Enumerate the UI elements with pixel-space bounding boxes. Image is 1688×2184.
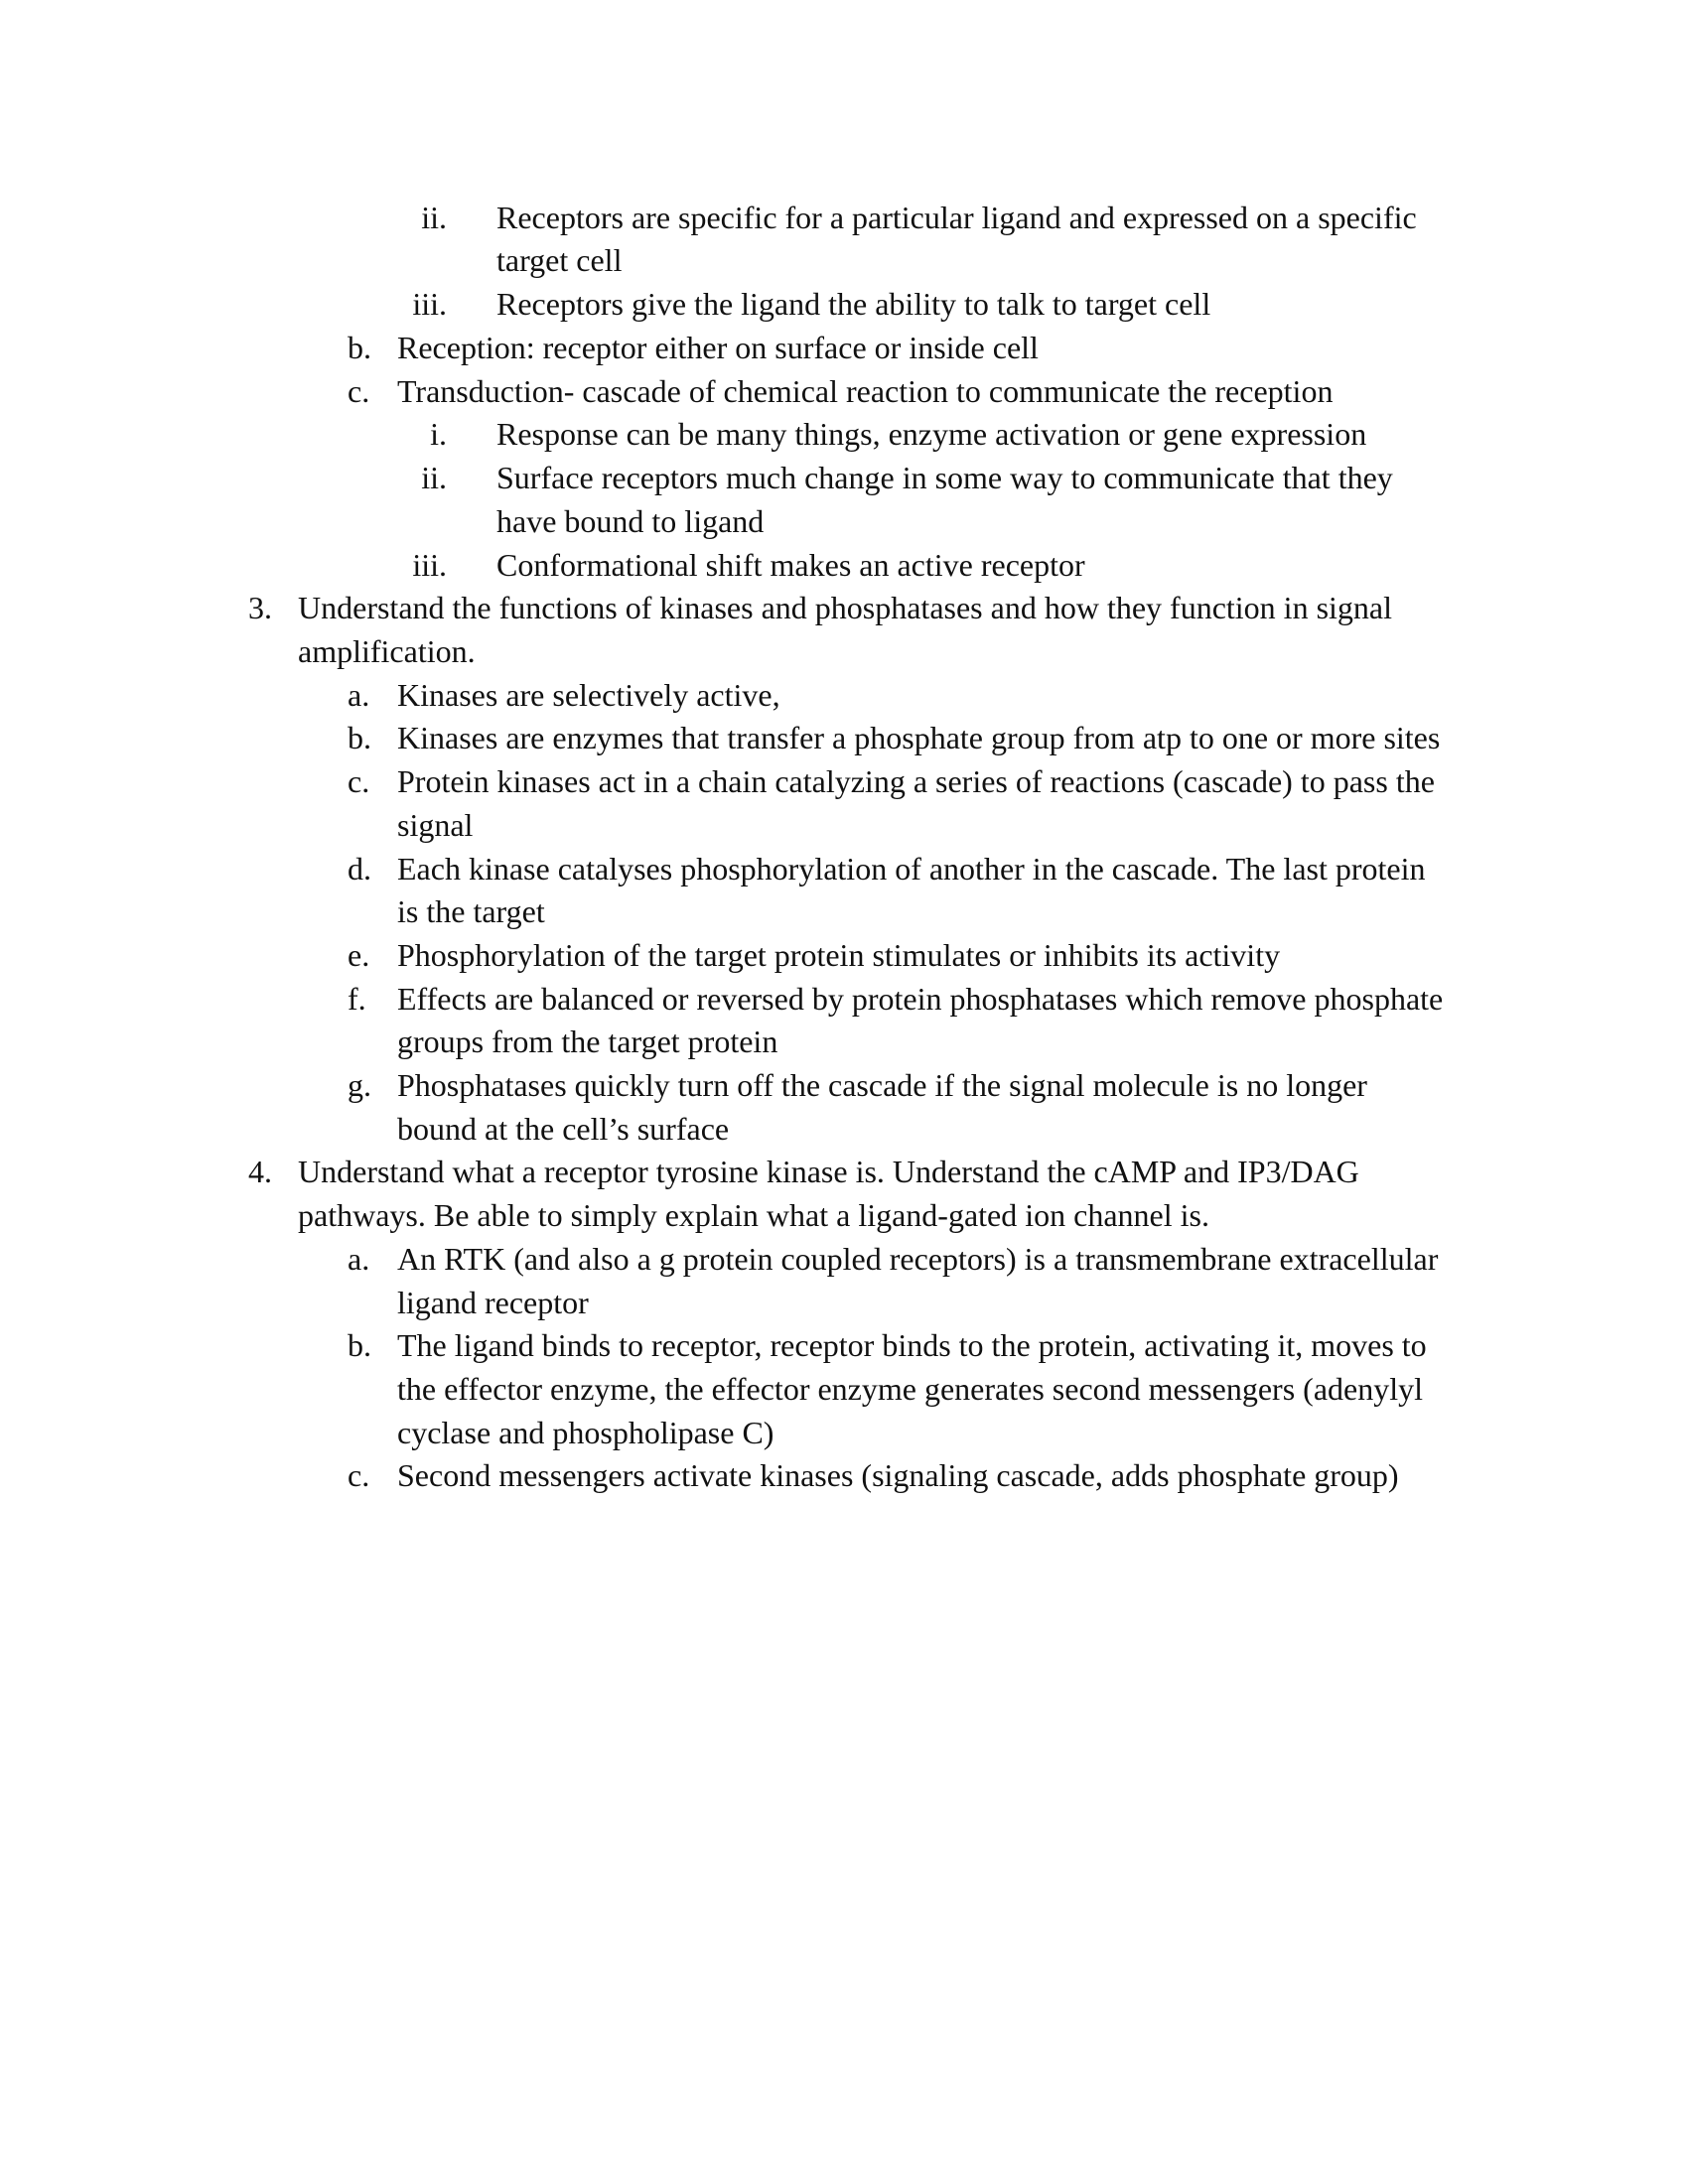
list-marker: a. [348, 677, 370, 713]
list-line [0, 1367, 1688, 1411]
list-line [0, 629, 1688, 673]
list-marker: 4. [248, 1154, 272, 1189]
list-marker: b. [348, 720, 371, 755]
list-text: Protein kinases act in a chain catalyzing a series of reactions (cascade) to pass the [397, 763, 1435, 799]
list-text: ligand receptor [397, 1285, 589, 1320]
list-line [0, 369, 1688, 413]
list-marker: iii. [412, 286, 447, 322]
list-line [0, 759, 1688, 803]
list-text: pathways. Be able to simply explain what a ligand-gated ion channel is. [298, 1197, 1209, 1233]
list-marker: b. [348, 330, 371, 365]
list-marker: f. [348, 981, 366, 1017]
list-text: Phosphatases quickly turn off the cascade if the signal molecule is no longer [397, 1067, 1367, 1103]
list-text: is the target [397, 893, 545, 929]
list-text: signal [397, 807, 474, 843]
list-line [0, 1020, 1688, 1063]
list-text: Conformational shift makes an active receptor [496, 547, 1085, 583]
list-line [0, 456, 1688, 499]
list-line [0, 889, 1688, 933]
list-marker: ii. [421, 460, 447, 495]
list-line [0, 803, 1688, 847]
list-text: Kinases are selectively active, [397, 677, 780, 713]
list-line [0, 1107, 1688, 1151]
list-line [0, 716, 1688, 759]
list-text: groups from the target protein [397, 1024, 778, 1059]
list-text: target cell [496, 242, 623, 278]
list-text: Surface receptors much change in some way to communicate that they [496, 460, 1393, 495]
list-marker: a. [348, 1241, 370, 1277]
list-text: Response can be many things, enzyme activation or gene expression [496, 416, 1367, 452]
list-marker: iii. [412, 547, 447, 583]
list-marker: d. [348, 851, 371, 887]
list-line [0, 1411, 1688, 1454]
list-line [0, 282, 1688, 326]
list-text: Receptors give the ligand the ability to talk to target cell [496, 286, 1211, 322]
list-marker: b. [348, 1327, 371, 1363]
list-text: bound at the cell’s surface [397, 1111, 730, 1147]
list-line [0, 326, 1688, 369]
list-line [0, 586, 1688, 629]
list-text: Reception: receptor either on surface or inside cell [397, 330, 1039, 365]
list-line [0, 238, 1688, 282]
list-text: Kinases are enzymes that transfer a phosphate group from atp to one or more sites [397, 720, 1441, 755]
list-text: Second messengers activate kinases (signaling cascade, adds phosphate group) [397, 1457, 1399, 1493]
list-line [0, 412, 1688, 456]
list-text: Each kinase catalyses phosphorylation of another in the cascade. The last protein [397, 851, 1426, 887]
list-text: the effector enzyme, the effector enzyme generates second messengers (adenylyl [397, 1371, 1423, 1407]
list-text: Phosphorylation of the target protein stimulates or inhibits its activity [397, 937, 1281, 973]
list-text: amplification. [298, 633, 476, 669]
list-marker: 3. [248, 590, 272, 625]
list-text: cyclase and phospholipase C) [397, 1415, 774, 1450]
list-line [0, 977, 1688, 1021]
list-marker: c. [348, 763, 370, 799]
list-line [0, 673, 1688, 717]
list-marker: e. [348, 937, 370, 973]
list-line [0, 1237, 1688, 1281]
list-marker: c. [348, 1457, 370, 1493]
list-line [0, 499, 1688, 543]
list-line [0, 1453, 1688, 1497]
list-text: have bound to ligand [496, 503, 765, 539]
list-line [0, 1193, 1688, 1237]
list-text: Effects are balanced or reversed by protein phosphatases which remove phosphate [397, 981, 1444, 1017]
list-text: An RTK (and also a g protein coupled receptors) is a transmembrane extracellular [397, 1241, 1439, 1277]
list-line [0, 196, 1688, 239]
list-marker: ii. [421, 200, 447, 235]
list-text: The ligand binds to receptor, receptor binds to the protein, activating it, moves to [397, 1327, 1427, 1363]
list-line [0, 1281, 1688, 1324]
list-text: Understand what a receptor tyrosine kinase is. Understand the cAMP and IP3/DAG [298, 1154, 1359, 1189]
list-line [0, 543, 1688, 587]
list-marker: g. [348, 1067, 371, 1103]
list-line [0, 1323, 1688, 1367]
list-marker: i. [430, 416, 447, 452]
list-line [0, 1150, 1688, 1193]
list-line [0, 933, 1688, 977]
list-text: Receptors are specific for a particular ligand and expressed on a specific [496, 200, 1417, 235]
list-text: Understand the functions of kinases and phosphatases and how they function in signal [298, 590, 1392, 625]
list-text: Transduction- cascade of chemical reaction to communicate the reception [397, 373, 1334, 409]
list-line [0, 847, 1688, 890]
list-line [0, 1063, 1688, 1107]
list-marker: c. [348, 373, 370, 409]
